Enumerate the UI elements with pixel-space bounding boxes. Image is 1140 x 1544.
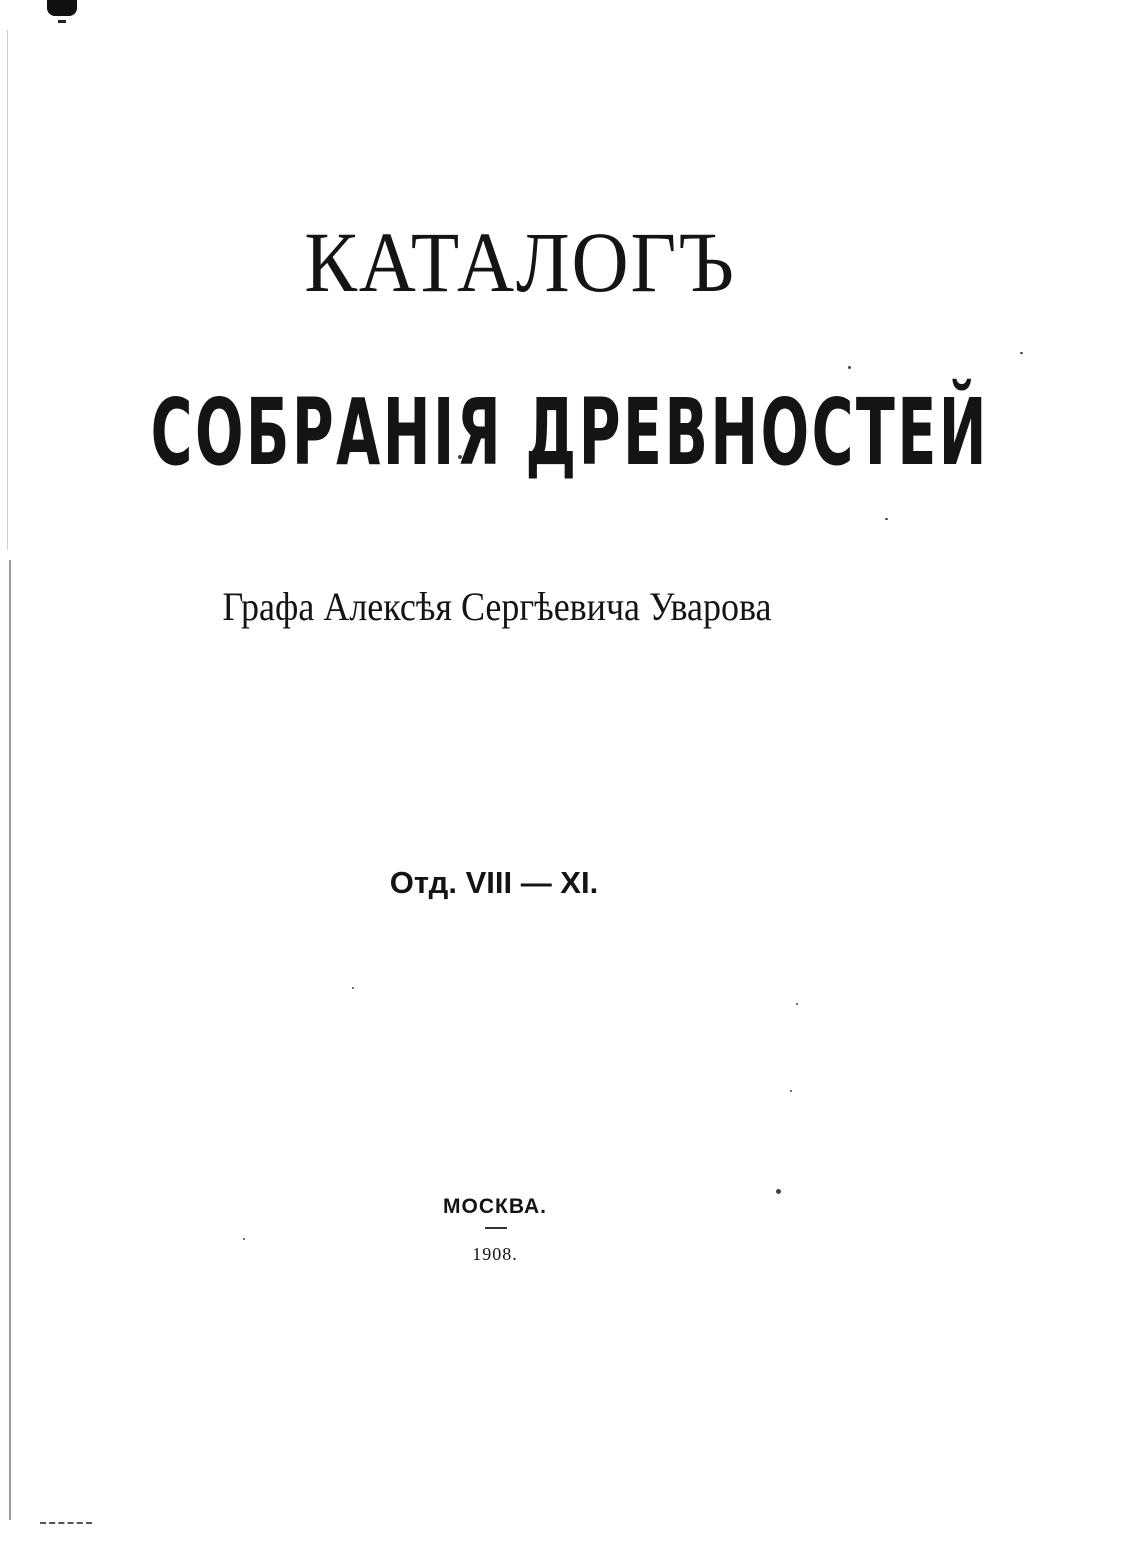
scan-corner-mark — [47, 0, 77, 16]
catalog-title: КАТАЛОГЪ — [304, 214, 736, 310]
publication-year: 1908. — [472, 1244, 518, 1264]
publication-city: МОСКВА. — [443, 1195, 547, 1218]
scan-edge-line — [9, 560, 11, 1520]
collection-owner: Графа Алексѣя Сергѣевича Уварова — [222, 584, 772, 629]
scan-speck — [796, 1003, 798, 1005]
scan-speck — [790, 1090, 792, 1092]
scan-bottom-marks — [40, 1522, 92, 1526]
scan-speck — [243, 1238, 245, 1240]
section-range: Отд. VIII — XI. — [389, 865, 599, 900]
scan-speck — [352, 987, 354, 989]
catalog-subtitle: СОБРАНІЯ ДРЕВНОСТЕЙ — [150, 379, 989, 486]
scan-speck — [848, 366, 851, 369]
scan-speck — [1020, 352, 1023, 354]
separator-rule — [485, 1227, 507, 1229]
scan-speck — [885, 518, 888, 520]
scan-corner-mark — [58, 20, 66, 23]
